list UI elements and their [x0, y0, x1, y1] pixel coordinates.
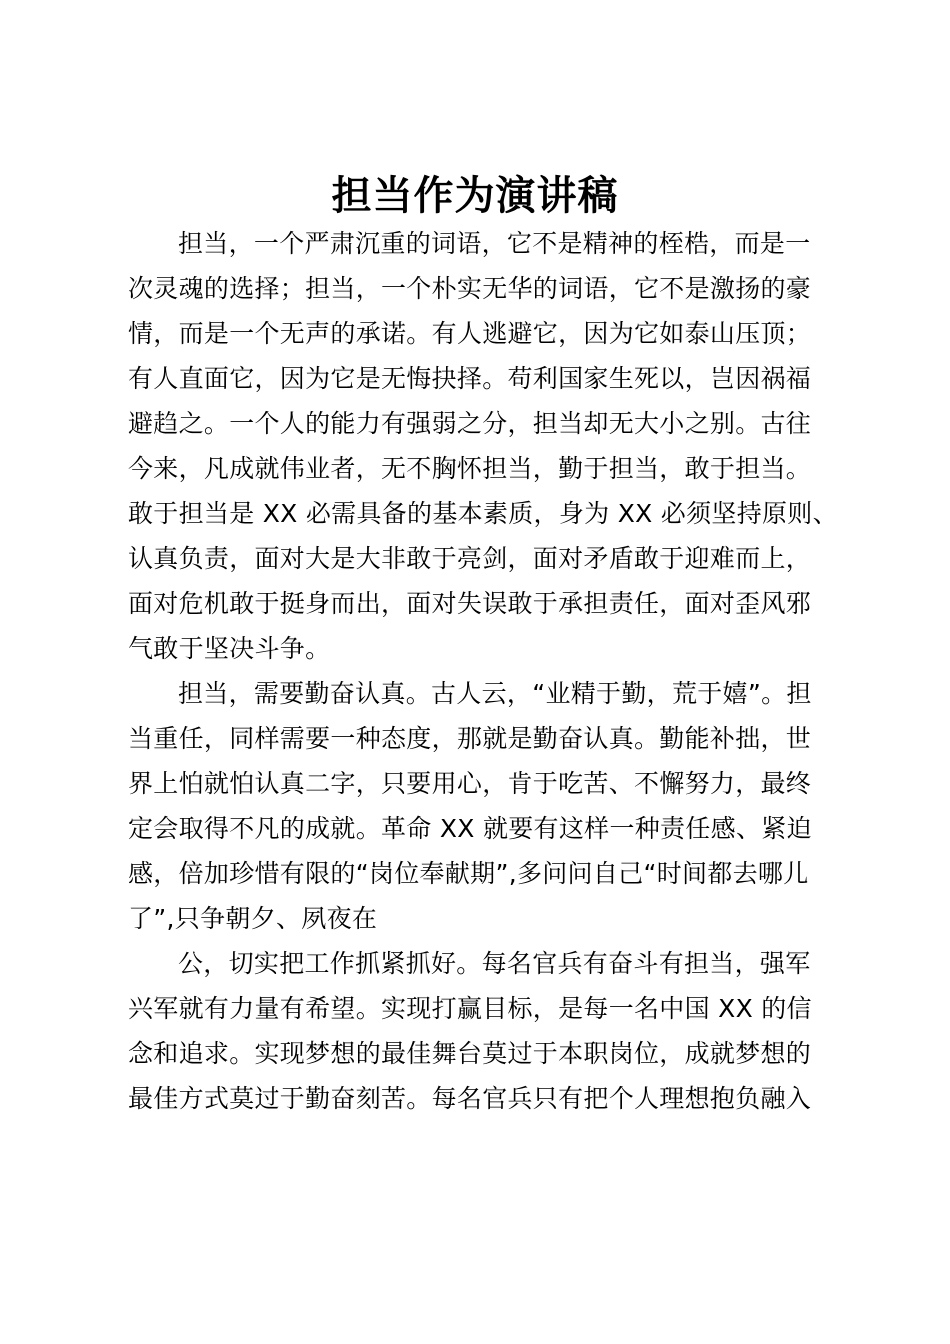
- paragraph-line: 担当，需要勤奋认真。古人云，“业精于勤，荒于嬉”。担: [178, 679, 812, 708]
- paragraph-line: 敢于担当是 XX 必需具备的基本素质，身为 XX 必须坚持原则、: [128, 499, 838, 528]
- paragraph-line: 担当，一个严肃沉重的词语，它不是精神的桎梏，而是一: [178, 229, 811, 258]
- paragraph-line: 认真负责，面对大是大非敢于亮剑，面对矛盾敢于迎难而上，: [128, 544, 812, 573]
- document-title: 担当作为演讲稿: [331, 172, 619, 219]
- paragraph-line: 当重任，同样需要一种态度，那就是勤奋认真。勤能补拙，世: [128, 724, 812, 753]
- paragraph-line: 界上怕就怕认真二字，只要用心，肯于吃苦、不懈努力，最终: [128, 769, 812, 798]
- paragraph-line: 有人直面它，因为它是无悔抉择。苟利国家生死以，岂因祸福: [128, 364, 812, 393]
- paragraph-line: 次灵魂的选择；担当，一个朴实无华的词语，它不是激扬的豪: [128, 274, 812, 303]
- paragraph-line: 今来，凡成就伟业者，无不胸怀担当，勤于担当，敢于担当。: [128, 454, 812, 483]
- paragraph-line: 情，而是一个无声的承诺。有人逃避它，因为它如泰山压顶；: [128, 319, 812, 348]
- paragraph-line: 最佳方式莫过于勤奋刻苦。每名官兵只有把个人理想抱负融入: [128, 1084, 812, 1113]
- paragraph-line: 定会取得不凡的成就。革命 XX 就要有这样一种责任感、紧迫: [128, 814, 812, 843]
- paragraph-line: 感，倍加珍惜有限的“岗位奉献期”,多问问自己“时间都去哪儿: [128, 859, 809, 888]
- paragraph-line: 避趋之。一个人的能力有强弱之分，担当却无大小之别。古往: [128, 409, 812, 438]
- paragraph-line: 念和追求。实现梦想的最佳舞台莫过于本职岗位，成就梦想的: [128, 1039, 812, 1068]
- paragraph-line: 气敢于坚决斗争。: [128, 634, 331, 663]
- paragraph-line: 兴军就有力量有希望。实现打赢目标，是每一名中国 XX 的信: [128, 994, 812, 1023]
- paragraph-line: 了”,只争朝夕、夙夜在: [128, 904, 378, 933]
- paragraph-line: 面对危机敢于挺身而出，面对失误敢于承担责任，面对歪风邪: [128, 589, 812, 618]
- paragraph-line: 公，切实把工作抓紧抓好。每名官兵有奋斗有担当，强军: [178, 949, 811, 978]
